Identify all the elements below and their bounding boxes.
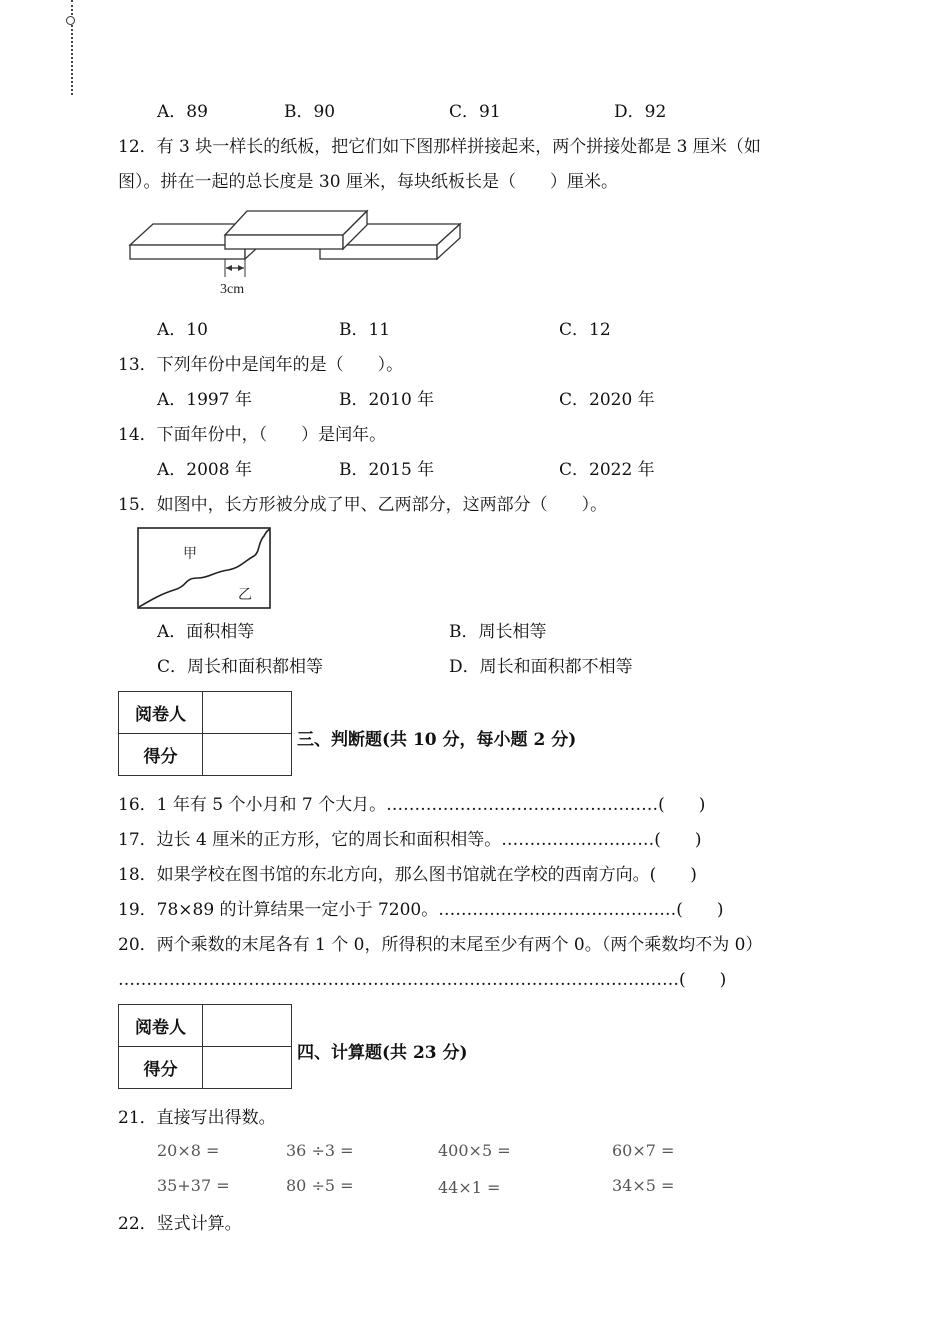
q12-text-line2: 图）。拼在一起的总长度是 30 厘米，每块纸板长是（ ）厘米。: [118, 172, 618, 192]
section3-score-table: [118, 691, 292, 776]
reviewer-blank: [203, 1005, 292, 1047]
q13-option-a: A．1997 年: [157, 390, 252, 410]
q15-option-d: D．周长和面积都不相等: [449, 657, 633, 677]
calc-item: 20×8 =: [157, 1141, 220, 1160]
q13-option-c: C．2020 年: [559, 390, 655, 410]
q12-option-b: B．11: [339, 320, 391, 340]
q12-text-line1: 12．有 3 块一样长的纸板，把它们如下图那样拼接起来，两个拼接处都是 3 厘米（如: [118, 137, 761, 157]
q15-rectangle-figure: [136, 526, 272, 610]
calc-item: 400×5 =: [438, 1141, 511, 1160]
q12-option-c: C．12: [559, 320, 611, 340]
q13-option-b: B．2010 年: [339, 390, 435, 410]
calc-item: 35+37 =: [157, 1176, 230, 1195]
q15-label-jia: 甲: [183, 546, 197, 562]
q13-text: 13．下列年份中是闰年的是（ ）。: [118, 355, 404, 375]
q11-option-d: D．92: [614, 102, 667, 122]
q15-text: 15．如图中，长方形被分成了甲、乙两部分，这两部分（ ）。: [118, 495, 608, 515]
q12-figure-label: 3cm: [220, 282, 245, 297]
q14-option-c: C．2022 年: [559, 460, 655, 480]
q11-option-c: C．91: [449, 102, 501, 122]
calc-item: 80 ÷5 =: [286, 1176, 354, 1195]
score-blank: [203, 734, 292, 776]
q15-label-yi: 乙: [238, 587, 252, 603]
q20-text: 20．两个乘数的末尾各有 1 个 0，所得积的末尾至少有两个 0。（两个乘数均不为 0）: [118, 935, 763, 955]
reviewer-label: 阅卷人: [119, 692, 203, 734]
q14-text: 14．下面年份中，（ ）是闰年。: [118, 425, 387, 445]
calc-item: 44×1 =: [438, 1178, 501, 1197]
q15-option-c: C．周长和面积都相等: [157, 657, 324, 677]
q20-text-line2: ………………………………………………………………………………………( ): [118, 970, 727, 990]
q16-text: 16．1 年有 5 个小月和 7 个大月。…………………………………………( ): [118, 795, 706, 815]
q15-option-a: A．面积相等: [157, 622, 255, 642]
q18-text: 18．如果学校在图书馆的东北方向，那么图书馆就在学校的西南方向。( ): [118, 865, 697, 885]
reviewer-label: 阅卷人: [119, 1005, 203, 1047]
binding-margin-dots: [71, 0, 75, 95]
calc-item: 34×5 =: [612, 1176, 675, 1195]
score-label: 得分: [119, 1047, 203, 1089]
q14-option-a: A．2008 年: [157, 460, 252, 480]
score-label: 得分: [119, 734, 203, 776]
q19-text: 19．78×89 的计算结果一定小于 7200。……………………………………( ): [118, 900, 724, 920]
section4-title: 四、计算题(共 23 分): [297, 1043, 468, 1063]
q12-option-a: A．10: [157, 320, 208, 340]
q22-text: 22．竖式计算。: [118, 1214, 242, 1234]
q12-board-figure: [125, 205, 470, 300]
q21-text: 21．直接写出得数。: [118, 1108, 276, 1128]
section3-title: 三、判断题(共 10 分，每小题 2 分): [297, 730, 577, 750]
q17-text: 17．边长 4 厘米的正方形，它的周长和面积相等。………………………( ): [118, 830, 702, 850]
section4-score-table: [118, 1004, 292, 1089]
q11-option-b: B．90: [284, 102, 336, 122]
calc-item: 36 ÷3 =: [286, 1141, 354, 1160]
q15-option-b: B．周长相等: [449, 622, 547, 642]
q11-option-a: A．89: [157, 102, 208, 122]
calc-item: 60×7 =: [612, 1141, 675, 1160]
binding-margin-circle: [66, 16, 75, 25]
reviewer-blank: [203, 692, 292, 734]
score-blank: [203, 1047, 292, 1089]
q14-option-b: B．2015 年: [339, 460, 435, 480]
